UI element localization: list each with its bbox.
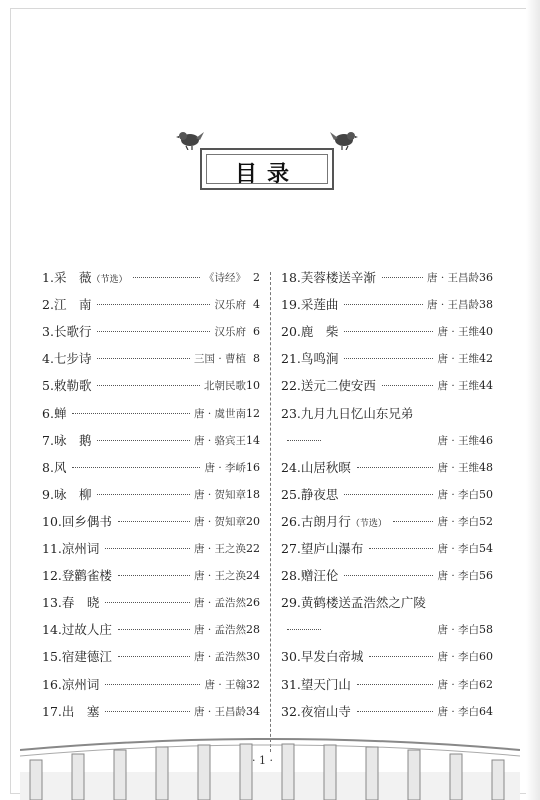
toc-entry-title	[281, 295, 338, 315]
toc-entry-number: 13.	[42, 595, 62, 611]
toc-entry-page: 36	[479, 271, 493, 284]
toc-entry-number: 17.	[42, 703, 62, 719]
toc-entry-title	[42, 458, 66, 478]
toc-entry-author: 唐 · 李白	[437, 651, 479, 664]
toc-entry-title	[281, 485, 338, 505]
toc-entry[interactable]	[42, 295, 260, 315]
toc-entry-leader	[97, 385, 200, 386]
toc-entry-page: 50	[479, 487, 493, 501]
toc-entry-leader	[344, 575, 433, 576]
toc-entry-page: 16	[246, 460, 260, 474]
toc-entry-title-line	[281, 404, 493, 424]
toc-entry-leader	[105, 684, 200, 685]
toc-entry-page: 64	[479, 704, 493, 718]
toc-entry-number: 2.	[42, 297, 54, 313]
toc-entry-text: 风	[53, 459, 67, 475]
toc-entry-leader	[382, 277, 423, 278]
toc-entry-page: 14	[246, 433, 260, 447]
toc-entry-leader	[97, 358, 190, 359]
toc-entry[interactable]	[281, 512, 493, 532]
toc-entry-page: 48	[479, 460, 493, 474]
toc-entry-text: 九月九日忆山东兄弟	[300, 405, 414, 421]
toc-entry-text: 回乡偶书	[61, 513, 112, 529]
toc-entry-page: 2	[253, 271, 260, 284]
toc-entry-leader	[344, 494, 433, 495]
page-number: · 1 ·	[252, 754, 273, 767]
toc-entry-title	[42, 566, 112, 586]
toc-entry-title	[281, 322, 338, 342]
toc-entry-number: 31.	[281, 676, 301, 692]
toc-entry-page: 30	[246, 650, 260, 664]
toc-entry-leader	[357, 684, 433, 685]
toc-entry-author: 汉乐府	[214, 326, 246, 339]
toc-entry[interactable]	[42, 647, 260, 667]
toc-entry[interactable]	[281, 566, 493, 586]
toc-entry-text: 夜宿山寺	[300, 703, 351, 719]
toc-entry-title	[42, 485, 91, 505]
toc-entry[interactable]	[281, 376, 493, 396]
toc-entry-text: 过故人庄	[61, 622, 112, 638]
toc-entry[interactable]	[42, 675, 260, 695]
toc-entry-author: 唐 · 王维	[437, 380, 479, 393]
toc-entry-text: 咏 柳	[53, 486, 92, 502]
toc-entry-number: 27.	[281, 541, 301, 556]
bird-ornament-icon	[176, 128, 204, 150]
toc-entry-author: 唐 · 骆宾王	[193, 434, 246, 447]
toc-entry-title	[281, 404, 413, 424]
toc-entry-author: 唐 · 王昌龄	[426, 299, 479, 312]
toc-entry-text: 早发白帝城	[300, 649, 364, 665]
toc-entry-leader	[344, 304, 423, 305]
toc-entry-text: 咏 鹅	[53, 432, 92, 448]
toc-entry-title	[42, 268, 127, 290]
toc-entry-page: 8	[253, 352, 260, 366]
toc-entry[interactable]	[42, 702, 260, 722]
toc-entry-leader	[118, 629, 190, 630]
toc-entry-author: 唐 · 李白	[437, 570, 479, 583]
toc-entry-page: 6	[253, 325, 260, 339]
toc-entry-title	[281, 675, 351, 695]
toc-entry-page: 26	[246, 596, 260, 610]
toc-entry[interactable]	[281, 647, 493, 667]
toc-entry-page: 32	[246, 677, 260, 691]
toc-entry[interactable]	[281, 702, 493, 722]
toc-entry-leader	[357, 711, 433, 712]
toc-entry-leader	[357, 467, 433, 468]
toc-entry-note: （节选）	[350, 518, 387, 529]
toc-entry-number: 20.	[281, 324, 301, 340]
toc-entry-text: 鹿 柴	[300, 324, 339, 340]
book-spine-shadow	[526, 0, 540, 800]
toc-entry-leader	[287, 440, 321, 441]
toc-entry-author: 唐 · 孟浩然	[193, 624, 246, 637]
toc-entry[interactable]	[42, 593, 260, 613]
toc-entry[interactable]	[42, 268, 260, 288]
toc-entry-title	[42, 675, 99, 695]
toc-entry-number: 32.	[281, 703, 301, 719]
toc-entry-author: 唐 · 贺知章	[193, 515, 246, 528]
toc-entry-number: 18.	[281, 270, 301, 285]
toc-entry-page: 52	[479, 514, 493, 528]
toc-entry-page: 22	[246, 542, 260, 555]
toc-entry-text: 望庐山瀑布	[300, 541, 364, 556]
toc-entry-number: 26.	[281, 513, 301, 529]
toc-entry-author: 唐 · 王翰	[204, 678, 246, 691]
toc-entry-page: 34	[246, 704, 260, 718]
toc-entry-leader	[105, 711, 190, 712]
toc-entry-author: 唐 · 王昌龄	[426, 272, 479, 284]
toc-entry-author: 唐 · 王之涣	[193, 570, 246, 583]
toc-entry-title	[42, 349, 91, 369]
toc-entry-title	[281, 268, 376, 288]
toc-entry-title	[42, 512, 112, 532]
toc-entry-text: 静夜思	[300, 486, 339, 502]
toc-entry-number: 15.	[42, 649, 62, 665]
toc-entry-title	[42, 647, 112, 667]
toc-entry-author: 唐 · 贺知章	[193, 488, 246, 501]
toc-entry-text: 凉州词	[61, 676, 100, 692]
toc-entry[interactable]	[281, 539, 493, 559]
toc-entry-page: 10	[246, 379, 260, 393]
toc-entry-number: 19.	[281, 297, 301, 313]
toc-entry[interactable]	[42, 404, 260, 424]
toc-entry-page: 58	[479, 623, 493, 637]
toc-entry-title	[281, 647, 363, 667]
toc-entry-title	[42, 431, 91, 451]
toc-entry-leader	[133, 277, 200, 278]
toc-entry-text: 登鹳雀楼	[61, 568, 112, 584]
toc-entry-number: 22.	[281, 378, 301, 394]
toc-entry-page: 40	[479, 325, 493, 339]
page-title: 目录	[234, 161, 299, 187]
toc-entry-text: 敕勒歌	[53, 378, 92, 394]
toc-entry-text: 江 南	[53, 297, 92, 313]
toc-entry-title	[42, 322, 91, 342]
toc-entry-author: 唐 · 王维	[437, 461, 479, 474]
toc-entry-author: 唐 · 王昌龄	[193, 705, 246, 718]
toc-entry-author: 唐 · 虞世南	[193, 407, 246, 420]
toc-entry-page: 42	[479, 352, 493, 366]
toc-entry-author: 汉乐府	[214, 299, 246, 312]
toc-entry-text: 鸟鸣涧	[300, 351, 339, 367]
toc-entry-leader	[97, 331, 210, 332]
toc-entry-number: 30.	[281, 649, 301, 665]
toc-entry-number: 11.	[42, 541, 62, 556]
toc-entry-page: 28	[246, 623, 260, 637]
toc-entry-title	[281, 593, 426, 613]
toc-entry-number: 29.	[281, 595, 301, 611]
toc-entry-number: 12.	[42, 568, 62, 584]
toc-entry-text: 长歌行	[53, 324, 92, 340]
toc-entry-number: 6.	[42, 405, 54, 421]
toc-entry-title	[281, 376, 376, 396]
toc-entry-page: 44	[479, 379, 493, 393]
toc-entry-number: 10.	[42, 513, 62, 529]
toc-entry-author: 唐 · 王之涣	[193, 543, 246, 555]
toc-entry[interactable]	[42, 539, 260, 559]
toc-entry[interactable]	[42, 485, 260, 505]
toc-entry[interactable]	[281, 485, 493, 505]
toc-entry-author: 唐 · 李白	[437, 705, 479, 718]
toc-entry-leader	[369, 548, 433, 549]
toc-entry-leader	[118, 656, 190, 657]
toc-entry-leader	[97, 304, 210, 305]
toc-entry-text: 芙蓉楼送辛渐	[300, 270, 376, 285]
title-frame	[200, 148, 336, 192]
toc-entry-author: 三国 · 曹植	[193, 353, 246, 366]
toc-entry-title	[281, 702, 351, 722]
toc-entry[interactable]	[281, 295, 493, 315]
toc-entry-leader	[105, 548, 190, 549]
toc-entry-leader	[118, 575, 190, 576]
toc-entry[interactable]	[281, 268, 493, 288]
toc-entry[interactable]	[281, 349, 493, 369]
toc-entry-author: 唐 · 孟浩然	[193, 651, 246, 664]
toc-entry-title	[42, 620, 112, 640]
toc-entry-page: 46	[479, 433, 493, 447]
toc-entry-title	[281, 349, 338, 369]
toc-entry-title	[281, 539, 363, 559]
toc-entry-leader	[382, 385, 433, 386]
toc-entry-page: 4	[253, 298, 260, 312]
toc-entry-number: 8.	[42, 459, 54, 475]
toc-entry-text: 七步诗	[53, 351, 92, 367]
toc-entry-number: 9.	[42, 486, 54, 502]
toc-entry[interactable]	[281, 458, 493, 478]
toc-entry-text: 蝉	[53, 405, 67, 421]
toc-entry-number: 25.	[281, 486, 301, 502]
toc-entry-text: 黄鹤楼送孟浩然之广陵	[300, 595, 426, 611]
toc-entry-title-line	[281, 593, 493, 613]
toc-entry[interactable]	[281, 675, 493, 695]
toc-entry-author: 唐 · 李白	[437, 543, 479, 555]
toc-entry-number: 23.	[281, 405, 301, 421]
toc-entry-leader	[369, 656, 433, 657]
column-divider	[270, 272, 271, 752]
toc-entry-text: 山居秋暝	[300, 459, 351, 475]
toc-entry-leader	[72, 413, 190, 414]
toc-entry-title	[42, 539, 99, 559]
toc-entry-page: 62	[479, 677, 493, 691]
toc-entry[interactable]	[281, 620, 493, 640]
toc-entry[interactable]	[42, 512, 260, 532]
toc-entry-page: 20	[246, 514, 260, 528]
toc-entry-page: 38	[479, 298, 493, 312]
toc-entry-text: 采 薇	[53, 270, 92, 285]
toc-entry-leader	[344, 358, 433, 359]
toc-entry-leader	[97, 494, 190, 495]
toc-entry-title	[42, 702, 99, 722]
toc-entry-author: 唐 · 李白	[437, 678, 479, 691]
toc-entry-note: （节选）	[91, 275, 128, 285]
toc-entry-text: 春 晓	[61, 595, 100, 611]
toc-entry-text: 古朗月行	[300, 513, 351, 529]
toc-entry-page: 56	[479, 569, 493, 583]
toc-entry-number: 1.	[42, 270, 54, 285]
toc-entry-page: 12	[246, 406, 260, 420]
title-border	[200, 148, 334, 190]
toc-entry[interactable]	[42, 620, 260, 640]
toc-entry-author: 唐 · 李白	[437, 624, 479, 637]
toc-entry-title	[42, 593, 99, 613]
toc-entry-leader	[287, 629, 321, 630]
toc-entry-author: 唐 · 王维	[437, 434, 479, 447]
toc-entry-author: 唐 · 王维	[437, 326, 479, 339]
toc-entry[interactable]	[42, 322, 260, 342]
toc-entry-title	[42, 376, 91, 396]
toc-entry[interactable]	[42, 349, 260, 369]
toc-entry-text: 赠汪伦	[300, 568, 339, 584]
toc-entry-author: 唐 · 王维	[437, 353, 479, 366]
toc-entry-number: 24.	[281, 459, 301, 475]
toc-entry-number: 14.	[42, 622, 62, 638]
toc-entry-page: 18	[246, 487, 260, 501]
toc-entry-number: 3.	[42, 324, 54, 340]
toc-entry-text: 凉州词	[61, 541, 100, 556]
toc-entry-page: 54	[479, 542, 493, 555]
toc-entry-number: 21.	[281, 351, 301, 367]
toc-entry-author: 唐 · 李白	[437, 488, 479, 501]
toc-entry-number: 5.	[42, 378, 54, 394]
toc-entry-text: 望天门山	[300, 676, 351, 692]
toc-entry-number: 28.	[281, 568, 301, 584]
toc-entry-author: 《诗经》	[204, 272, 246, 284]
toc-entry-number: 4.	[42, 351, 54, 367]
toc-entry-title	[42, 295, 91, 315]
toc-entry-leader	[105, 602, 190, 603]
toc-entry-title	[281, 512, 387, 534]
toc-entry-page: 60	[479, 650, 493, 664]
toc-entry-author: 唐 · 李白	[437, 515, 479, 528]
toc-entry-number: 7.	[42, 432, 54, 448]
toc-entry[interactable]	[42, 566, 260, 586]
bird-ornament-icon	[330, 128, 358, 150]
toc-entry-number: 16.	[42, 676, 62, 692]
toc-entry-text: 采莲曲	[300, 297, 339, 313]
toc-entry[interactable]	[42, 431, 260, 451]
toc-entry-author: 北朝民歌	[204, 380, 246, 393]
toc-entry-title	[281, 566, 338, 586]
toc-entry-author: 唐 · 孟浩然	[193, 597, 246, 610]
toc-entry-author: 唐 · 李峤	[204, 461, 246, 474]
toc-entry-title	[281, 458, 351, 478]
toc-entry[interactable]	[42, 376, 260, 396]
toc-entry-text: 宿建德江	[61, 649, 112, 665]
toc-entry-leader	[344, 331, 433, 332]
toc-entry-leader	[118, 521, 190, 522]
toc-entry-leader	[72, 467, 200, 468]
toc-entry[interactable]	[281, 322, 493, 342]
toc-entry[interactable]	[42, 458, 260, 478]
toc-entry-text: 送元二使安西	[300, 378, 376, 394]
toc-entry-title	[42, 404, 66, 424]
toc-entry[interactable]	[281, 431, 493, 451]
toc-entry-leader	[393, 521, 433, 522]
toc-entry-leader	[97, 440, 190, 441]
toc-entry-page: 24	[246, 569, 260, 583]
toc-entry-text: 出 塞	[61, 703, 100, 719]
